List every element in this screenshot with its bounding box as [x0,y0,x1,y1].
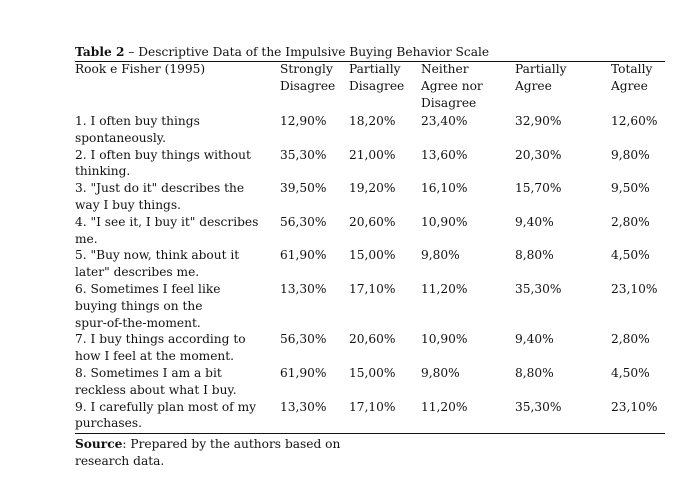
value-cell: 19,20% [349,181,396,196]
value-cell: 20,60% [349,332,396,347]
value-cell: 10,90% [421,332,468,347]
table-row [75,331,665,365]
value-cell: 35,30% [280,147,327,162]
value-cell: 15,70% [515,181,562,196]
value-cell: 13,60% [421,147,468,162]
value-cell: 2,80% [611,332,650,347]
value-cell: 56,30% [280,332,327,347]
value-cell: 17,10% [349,399,396,414]
table-row [75,365,665,399]
value-cell: 39,50% [280,181,327,196]
header-row [75,61,665,113]
row-label: 4. "I see it, I buy it" describes me. [75,214,259,246]
value-cell: 20,60% [349,214,396,229]
value-cell: 12,60% [611,114,658,128]
value-cell: 61,90% [280,365,327,380]
value-cell: 13,30% [280,281,327,296]
value-cell: 4,50% [611,248,650,263]
row-label: 9. I carefully plan most of my purchases. [75,399,257,431]
bottom-rule [75,433,665,434]
row-label: 5. "Buy now, think about it later" describes me. [75,248,240,280]
value-cell: 23,10% [611,281,658,296]
value-cell: 17,10% [349,281,396,296]
row-label: 2. I often buy things without thinking. [75,147,251,179]
table-document [75,44,665,470]
source-note [75,436,375,470]
stub-header: Rook e Fisher (1995) [75,62,206,76]
table-row [75,147,665,181]
value-cell: 9,40% [515,332,554,347]
value-cell: 9,80% [421,365,460,380]
value-cell: 4,50% [611,365,650,380]
table-row [75,247,665,281]
value-cell: 9,40% [515,214,554,229]
value-cell: 2,80% [611,214,650,229]
table-label: Table 2 [75,45,125,59]
col-header: Partially Disagree [349,62,405,93]
table-row [75,113,665,147]
value-cell: 11,20% [421,399,468,414]
col-header: Totally Agree [611,62,653,93]
value-cell: 21,00% [349,147,396,162]
table-row [75,214,665,248]
row-label: 6. Sometimes I feel like buying things on the spur-of-the-moment. [75,281,221,330]
value-cell: 15,00% [349,365,396,380]
value-cell: 11,20% [421,281,468,296]
value-cell: 23,10% [611,399,658,414]
value-cell: 12,90% [280,114,327,128]
value-cell: 18,20% [349,114,396,128]
table-row [75,399,665,433]
row-label: 1. I often buy things spontaneously. [75,114,200,145]
value-cell: 61,90% [280,248,327,263]
value-cell: 9,80% [421,248,460,263]
table-caption [75,44,665,61]
value-cell: 56,30% [280,214,327,229]
row-label: 3. "Just do it" describes the way I buy things. [75,181,245,212]
value-cell: 9,80% [611,147,650,162]
source-label: Source [75,437,123,452]
col-header: Partially Agree [515,62,567,93]
col-header: Strongly Disagree [280,62,336,93]
value-cell: 13,30% [280,399,327,414]
table-title: – Descriptive Data of the Impulsive Buying Behavior Scale [124,45,490,59]
row-label: 8. Sometimes I am a bit reckless about what I buy. [75,365,237,397]
descriptive-table [75,61,665,432]
col-header: Neither Agree nor Disagree [421,62,483,110]
row-label: 7. I buy things according to how I feel at the moment. [75,332,246,364]
value-cell: 35,30% [515,281,562,296]
top-rule [75,61,665,62]
value-cell: 23,40% [421,114,468,128]
value-cell: 20,30% [515,147,562,162]
value-cell: 16,10% [421,181,468,196]
source-text: : Prepared by the authors based on research data. [75,437,341,468]
value-cell: 15,00% [349,248,396,263]
value-cell: 8,80% [515,248,554,263]
value-cell: 35,30% [515,399,562,414]
value-cell: 9,50% [611,181,650,196]
value-cell: 10,90% [421,214,468,229]
value-cell: 32,90% [515,114,562,128]
value-cell: 8,80% [515,365,554,380]
table-row [75,180,665,214]
table-row [75,281,665,331]
